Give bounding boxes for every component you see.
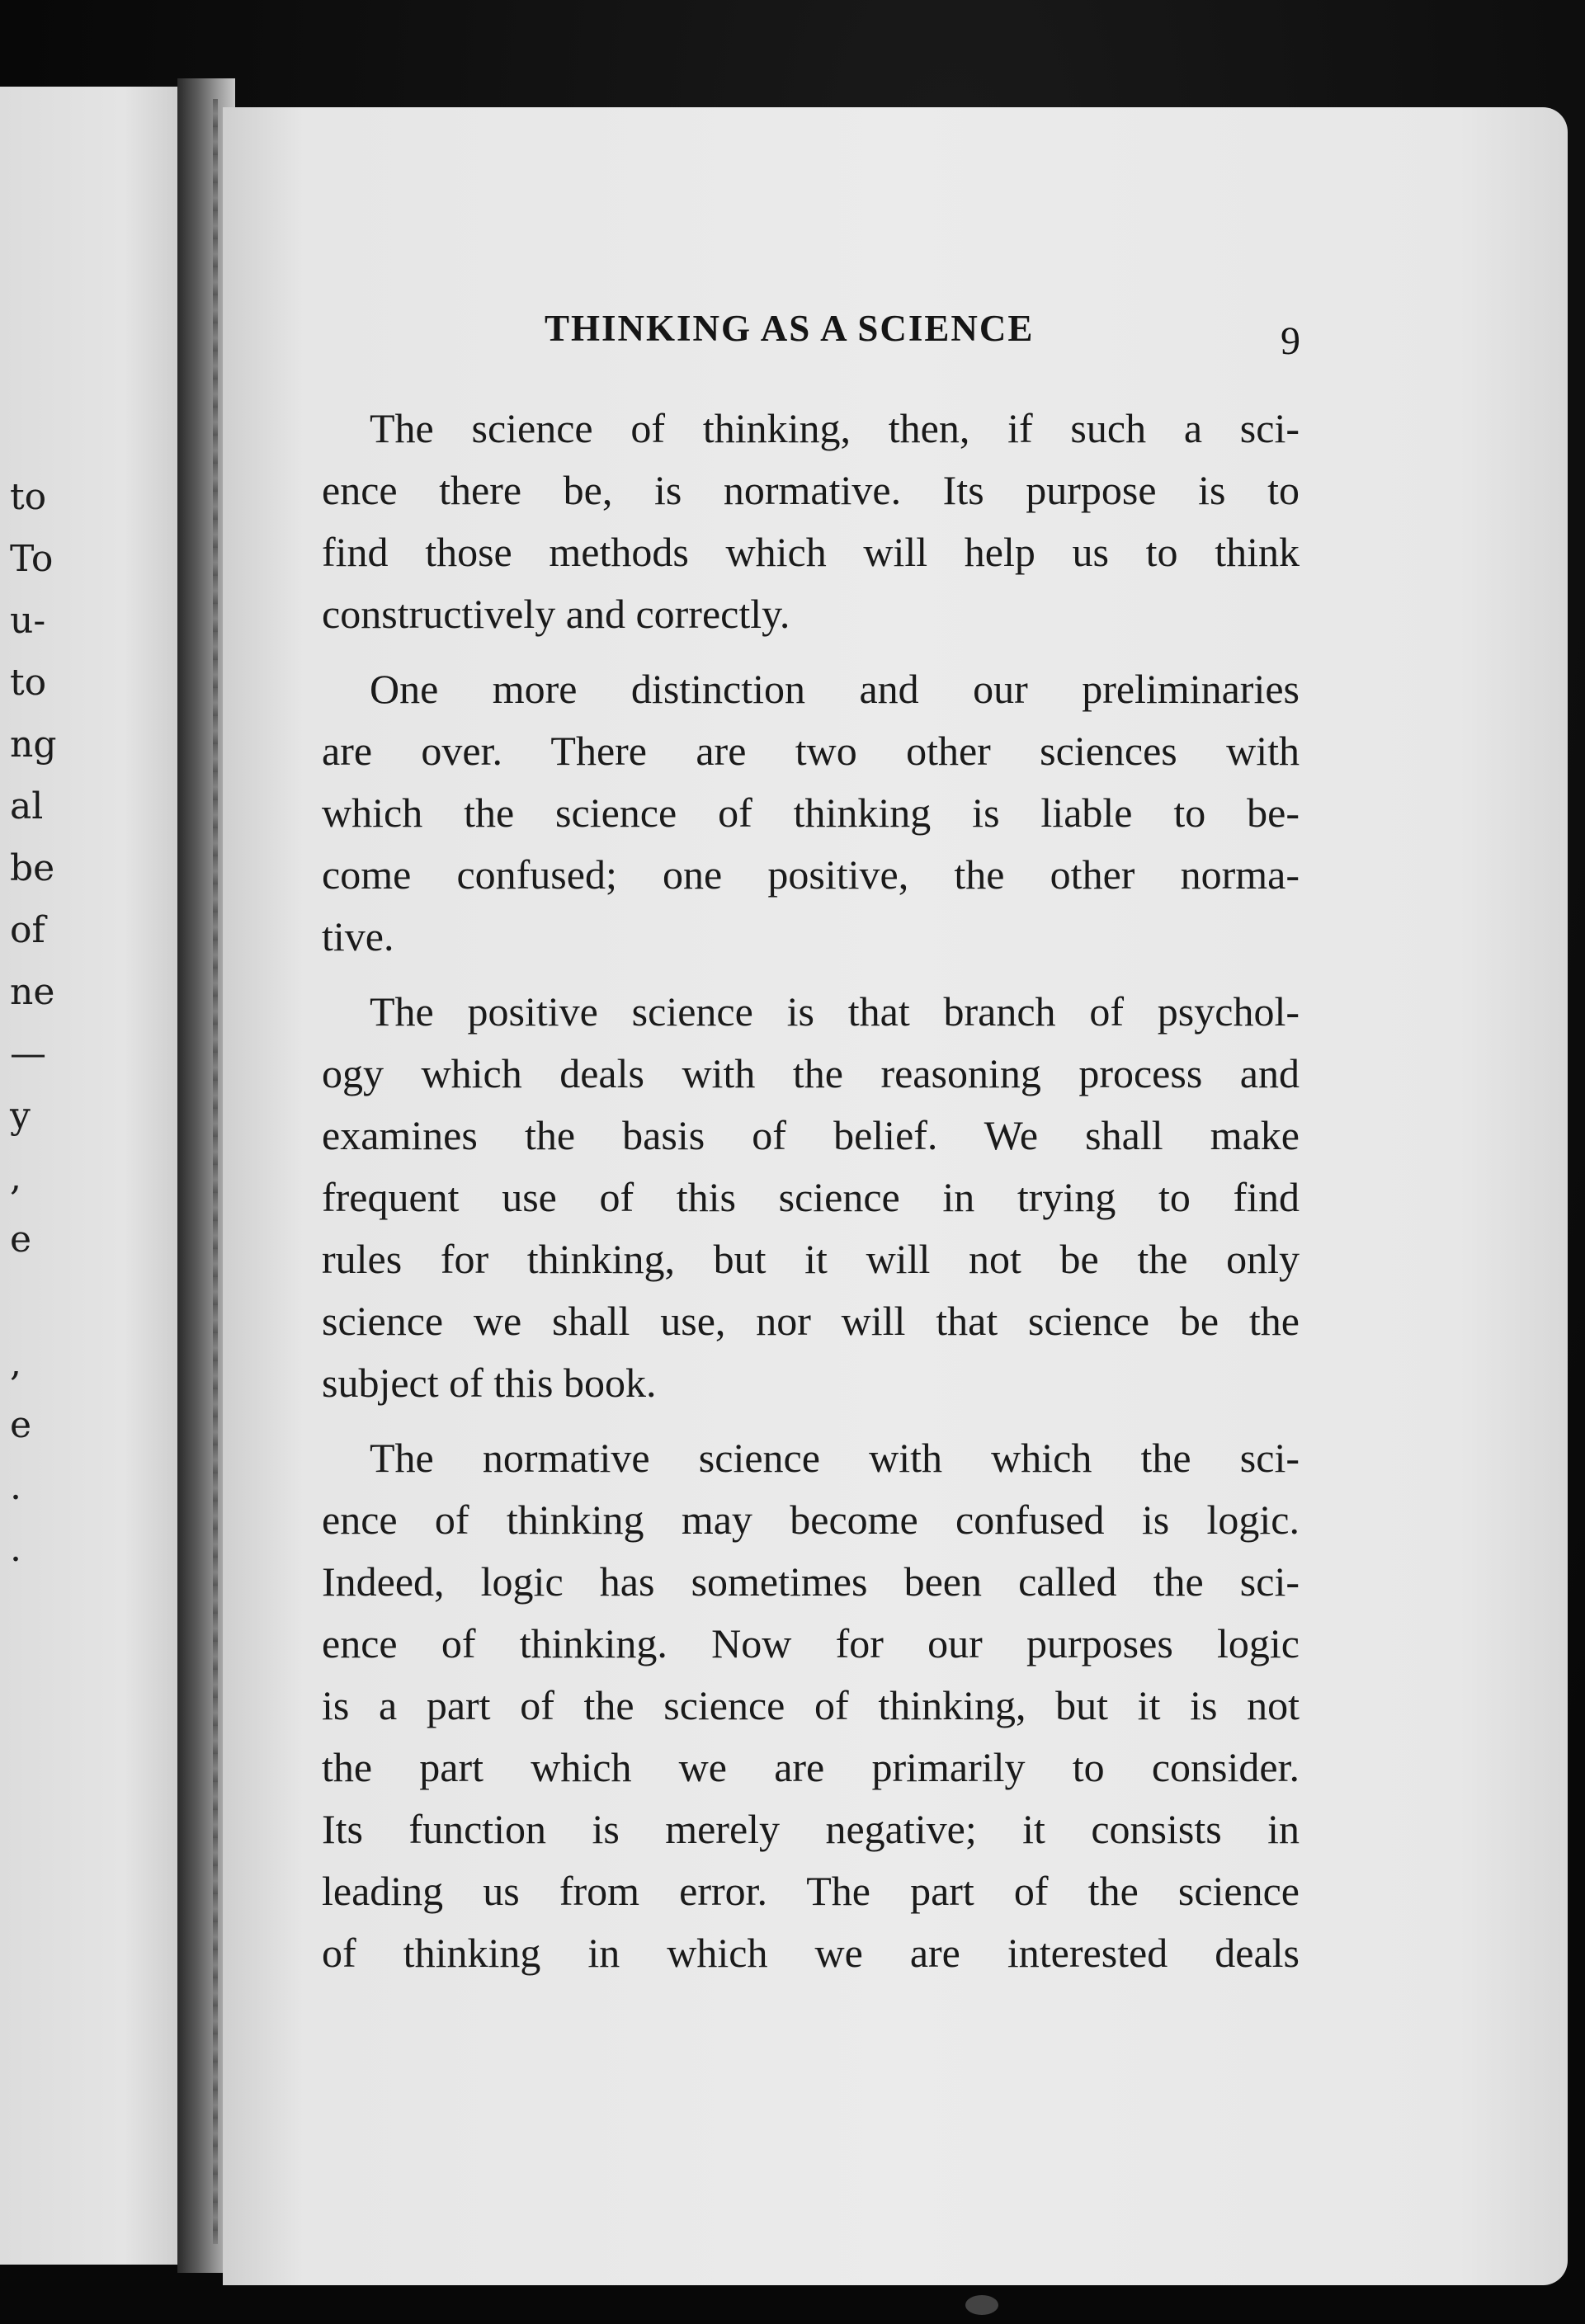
left-fragment: e xyxy=(10,1219,32,1261)
text-line: Its function is merely negative; it consists in xyxy=(322,1806,1300,1852)
text-line: The science of thinking, then, if such a sci- xyxy=(370,405,1300,451)
paragraph xyxy=(322,658,1300,968)
left-fragment: To xyxy=(10,538,54,580)
left-fragment: , xyxy=(10,1342,21,1384)
left-fragment: , xyxy=(10,1157,21,1199)
text-line: which the science of thinking is liable to be- xyxy=(322,790,1300,836)
binding-edge xyxy=(213,99,218,2244)
text-line: is a part of the science of thinking, but it is not xyxy=(322,1682,1300,1728)
text-line: the part which we are primarily to consider. xyxy=(322,1744,1300,1790)
left-fragment: . xyxy=(10,1528,21,1570)
text-line: of thinking in which we are interested deals xyxy=(322,1930,1300,1976)
left-fragment: be xyxy=(10,847,55,889)
page-number: 9 xyxy=(1281,319,1300,363)
left-fragment: ng xyxy=(10,724,57,766)
text-line: science we shall use, nor will that science be the xyxy=(322,1298,1300,1344)
text-line: subject of this book. xyxy=(322,1360,657,1406)
text-line: examines the basis of belief. We shall make xyxy=(322,1112,1300,1158)
text-line: ogy which deals with the reasoning process and xyxy=(322,1050,1300,1096)
text-line: Indeed, logic has sometimes been called the sci- xyxy=(322,1558,1300,1605)
text-line: constructively and correctly. xyxy=(322,591,790,637)
left-facing-page xyxy=(0,87,177,2265)
left-page-text-fragments xyxy=(0,466,165,1580)
running-header-title: THINKING AS A SCIENCE xyxy=(545,308,1035,349)
text-line: One more distinction and our preliminaries xyxy=(370,666,1300,712)
left-fragment: y xyxy=(10,1095,31,1137)
left-fragment: . xyxy=(10,1466,21,1508)
text-line: come confused; one positive, the other norma- xyxy=(322,851,1300,898)
left-fragment: al xyxy=(10,785,44,827)
text-line: ence there be, is normative. Its purpose is to xyxy=(322,467,1300,513)
left-fragment: of xyxy=(10,909,45,951)
text-line: rules for thinking, but it will not be the only xyxy=(322,1236,1300,1282)
text-line: tive. xyxy=(322,913,394,959)
left-fragment: u- xyxy=(10,600,46,642)
text-line: The positive science is that branch of psychol- xyxy=(370,988,1300,1035)
text-line: are over. There are two other sciences with xyxy=(322,728,1300,774)
left-fragment: ne xyxy=(10,971,55,1013)
left-fragment: to xyxy=(10,476,47,518)
page-body-text xyxy=(322,398,1300,1997)
text-line: leading us from error. The part of the science xyxy=(322,1868,1300,1914)
scan-speck xyxy=(965,2295,998,2315)
text-line: frequent use of this science in trying to find xyxy=(322,1174,1300,1220)
text-line: ence of thinking. Now for our purposes logic xyxy=(322,1620,1300,1666)
text-line: ence of thinking may become confused is logic. xyxy=(322,1497,1300,1543)
left-fragment: to xyxy=(10,662,47,704)
text-line: The normative science with which the sci- xyxy=(370,1435,1300,1481)
paragraph xyxy=(322,398,1300,645)
text-line: find those methods which will help us to think xyxy=(322,529,1300,575)
paragraph xyxy=(322,981,1300,1414)
left-fragment xyxy=(0,1270,165,1332)
left-fragment: — xyxy=(10,1033,46,1075)
left-fragment: e xyxy=(10,1404,32,1446)
paragraph xyxy=(322,1427,1300,1984)
